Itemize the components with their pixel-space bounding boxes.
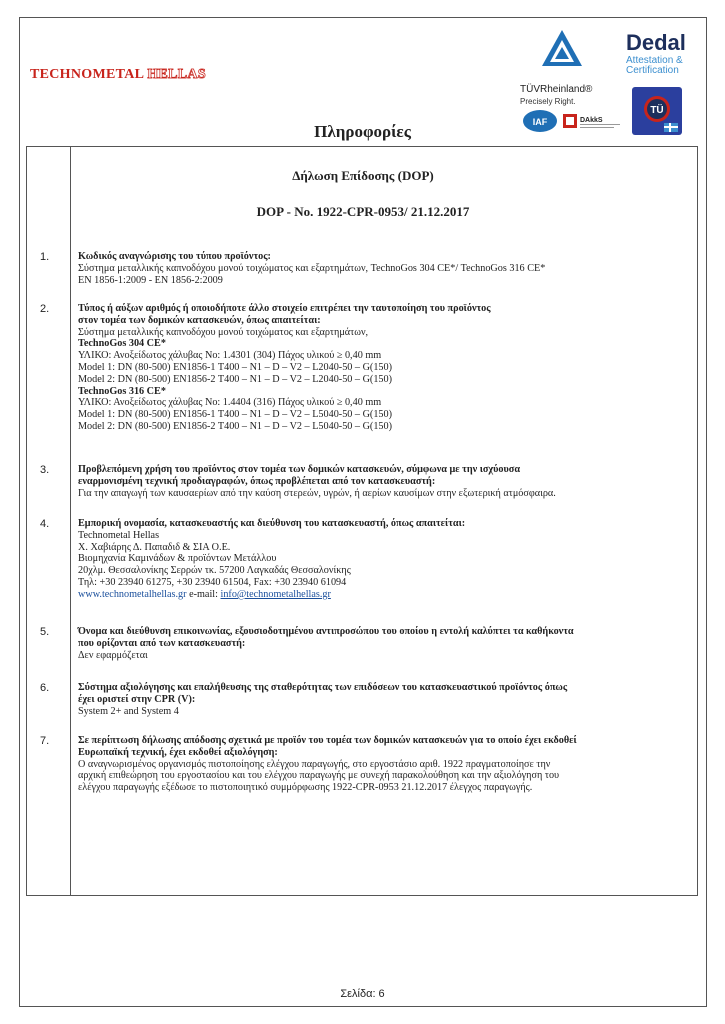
product-model: Model 1: DN (80-500) EN1856-1 T400 – N1 – D – V2 – L5040-50 – G(150) xyxy=(78,409,392,421)
section-text: Δεν εφαρμόζεται xyxy=(78,649,148,661)
company-activity: Βιομηχανία Καμινάδων & προϊόντων Μετάλλου xyxy=(78,553,277,565)
product-model: Model 2: DN (80-500) EN1856-2 T400 – N1 – D – V2 – L5040-50 – G(150) xyxy=(78,420,392,432)
dedal-subtitle-line2: Certification xyxy=(626,65,679,76)
section-body xyxy=(78,464,688,499)
section-body xyxy=(78,735,688,794)
section-heading: Σε περίπτωση δήλωσης απόδοσης σχετικά με προϊόν του τομέα των δομικών κατασκευών για το οποίο έχει εκδοθεί xyxy=(78,735,577,746)
email-label: e-mail: xyxy=(186,588,221,600)
section-heading: που ορίζονται από των κατασκευαστή: xyxy=(78,637,246,649)
product-model: Model 2: DN (80-500) EN1856-2 T400 – N1 – D – V2 – L2040-50 – G(150) xyxy=(78,373,392,385)
product-material: ΥΛΙΚΟ: Ανοξείδωτος χάλυβας No: 1.4404 (316) Πάχος υλικού ≥ 0,40 mm xyxy=(78,397,382,409)
page-number: Σελίδα: 6 xyxy=(340,988,385,1000)
product-material: ΥΛΙΚΟ: Ανοξείδωτος χάλυβας No: 1.4301 (304) Πάχος υλικού ≥ 0,40 mm xyxy=(78,350,382,362)
company-phones: Τηλ: +30 23940 61275, +30 23940 61504, Fax: +30 23940 61094 xyxy=(78,576,347,588)
section-body xyxy=(78,251,688,286)
product-name: TechnoGos 304 CE* xyxy=(78,338,166,350)
dedal-subtitle-line1: Attestation & xyxy=(626,55,683,66)
company-web-email xyxy=(78,589,688,601)
website-link[interactable]: www.technometalhellas.gr xyxy=(78,588,187,600)
section-heading: Προβλεπόμενη χρήση του προϊόντος στον τομέα των δομικών κατασκευών, σύμφωνα με την ισχύουσα xyxy=(78,464,521,475)
section-heading: Ευρωπαϊκή τεχνική, έχει εκδοθεί αξιολόγηση: xyxy=(78,746,278,758)
company-name: Technometal Hellas xyxy=(78,529,160,541)
section-body xyxy=(78,626,688,661)
section-heading: έχει οριστεί στην CPR (V): xyxy=(78,693,196,705)
dop-title: Δήλωση Επίδοσης (DOP) xyxy=(292,168,434,183)
section-line: EN 1856-1:2009 - EN 1856-2:2009 xyxy=(78,274,223,286)
product-model: Model 1: DN (80-500) EN1856-1 T400 – N1 – D – V2 – L2040-50 – G(150) xyxy=(78,361,392,373)
section-line: αρχική επιθεώρηση του εργοστασίου και του ελέγχου παραγωγής με συνεχή παρακολούθηση και την αξιολόγηση του xyxy=(78,770,560,782)
iaf-label: IAF xyxy=(532,117,548,127)
product-name: TechnoGos 316 CE* xyxy=(78,385,166,397)
section-line: ελέγχου παραγωγής εξέδωσε το πιστοποιητικό συμμόρφωσης 1922-CPR-0953 21.12.2017 έλεγχος παραγωγής. xyxy=(78,782,533,794)
section-body xyxy=(78,303,688,433)
section-number: 7. xyxy=(40,735,50,747)
section-text: Για την απαγωγή των καυσαερίων από την καύση στερεών, υγρών, ή αερίων καυσίμων στην εξωτερική ατμόσφαιρα. xyxy=(78,487,556,499)
section-heading: Τύπος ή αύξων αριθμός ή οποιοδήποτε άλλο στοιχείο επιτρέπει την ταυτοποίηση του προϊόντος xyxy=(78,303,491,314)
section-text: System 2+ and System 4 xyxy=(78,705,179,717)
tu-badge-label: TÜ xyxy=(650,105,664,116)
section-number: 2. xyxy=(40,303,50,315)
dakks-label: DAkkS xyxy=(580,117,603,124)
section-number: 6. xyxy=(40,682,50,694)
section-heading: εναρμονισμένη τεχνική προδιαγραφών, όπως προβλέπεται από τον κατασκευαστή: xyxy=(78,475,436,487)
page-title: Πληροφορίες xyxy=(314,122,411,141)
section-heading: Κωδικός αναγνώρισης του τύπου προϊόντος: xyxy=(78,251,271,262)
section-heading: Όνομα και διεύθυνση επικοινωνίας, εξουσιοδοτημένου αντιπροσώπου του οποίου η εντολή καλύπτει τα καθήκοντα xyxy=(78,626,574,637)
section-number: 4. xyxy=(40,518,50,530)
dop-number: DOP - No. 1922-CPR-0953/ 21.12.2017 xyxy=(256,204,470,219)
section-line: Σύστημα μεταλλικής καπνοδόχου μονού τοιχώματος και εξαρτημάτων, TechnoGos 304 CE*/ TechnoGos 316 CE* xyxy=(78,262,546,274)
section-body xyxy=(78,682,688,717)
section-line: Σύστημα μεταλλικής καπνοδόχου μονού τοιχώματος και εξαρτημάτων, xyxy=(78,326,369,338)
section-number: 1. xyxy=(40,251,50,263)
company-legal-name: Χ. Χαβιάρης Δ. Παπαδιδ & ΣΙΑ Ο.Ε. xyxy=(78,541,231,553)
technometal-hellas-logo: TECHNOMETAL HELLAS xyxy=(30,67,206,82)
section-heading: στον τομέα των δομικών κατασκευών, όπως απαιτείται: xyxy=(78,314,321,326)
section-heading: Εμπορική ονομασία, κατασκευαστής και διεύθυνση του κατασκευαστή, όπως απαιτείται: xyxy=(78,518,466,529)
section-heading: Σύστημα αξιολόγησης και επαλήθευσης της σταθερότητας των επιδόσεων του κατασκευαστικού προϊόντος όπως xyxy=(78,682,568,693)
section-number: 5. xyxy=(40,626,50,638)
tuv-tagline: Precisely Right. xyxy=(520,97,576,106)
company-address: 20χλμ. Θεσσαλονίκης Σερρών τκ. 57200 Λαγκαδάς Θεσσαλονίκης xyxy=(78,565,351,577)
email-link[interactable]: info@technometalhellas.gr xyxy=(220,588,331,600)
section-line: Ο αναγνωρισμένος οργανισμός πιστοποίησης ελέγχου παραγωγής, στο εργοστάσιο αριθ. 1922 πραγματοποίησε την xyxy=(78,758,551,770)
dedal-logo-word: Dedal xyxy=(626,30,686,55)
section-number: 3. xyxy=(40,464,50,476)
section-body xyxy=(78,518,688,601)
table-column-divider xyxy=(70,146,71,896)
tuv-rheinland-name: TÜVRheinland® xyxy=(520,84,593,95)
tuv-triangle-icon xyxy=(540,28,584,68)
dedal-subtitle xyxy=(626,56,683,76)
